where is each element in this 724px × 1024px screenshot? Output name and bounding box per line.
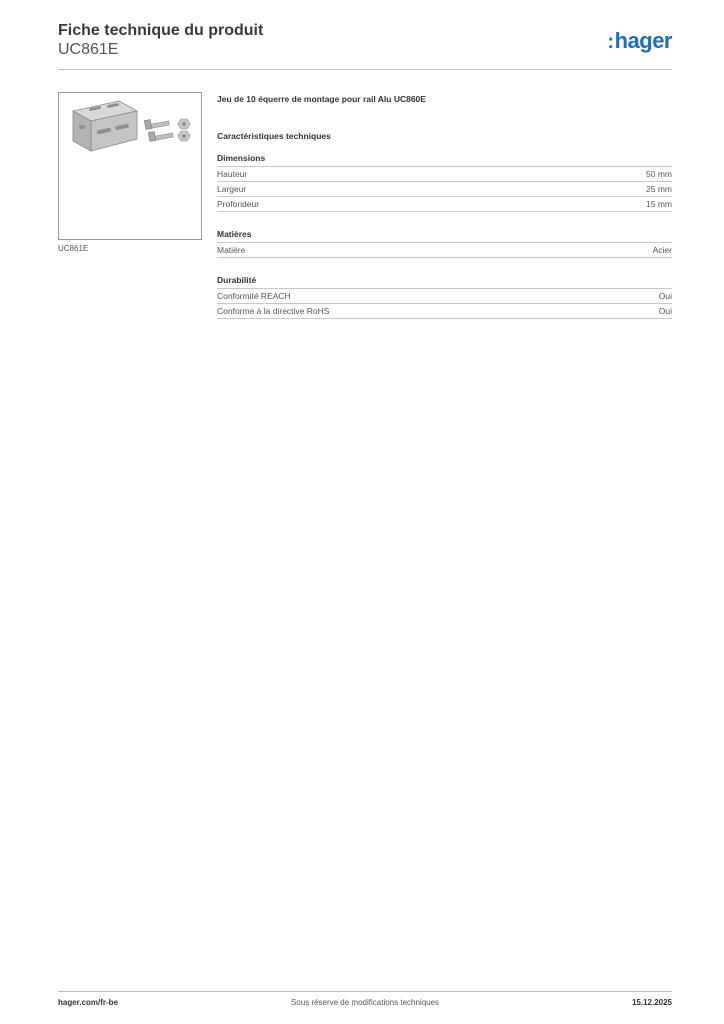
header-divider	[58, 69, 672, 70]
spec-group-title: Matières	[217, 229, 672, 243]
specs-heading: Caractéristiques techniques	[217, 131, 331, 141]
spec-label: Matière	[217, 245, 246, 255]
spec-row	[217, 182, 672, 197]
footer-divider	[58, 991, 672, 992]
footer-date: 15.12.2025	[631, 998, 672, 1007]
spec-group-title: Dimensions	[217, 153, 672, 167]
spec-label: Hauteur	[217, 169, 248, 179]
spec-row	[217, 289, 672, 304]
spec-group-title: Durabilité	[217, 275, 672, 289]
page-header	[58, 22, 672, 59]
bracket-illustration	[59, 93, 201, 239]
spec-value: Acier	[652, 245, 672, 255]
product-image	[58, 92, 202, 240]
spec-value: 25 mm	[646, 184, 672, 194]
hager-logo: :hager	[607, 28, 672, 53]
spec-label: Largeur	[217, 184, 247, 194]
spec-label: Conformité REACH	[217, 291, 291, 301]
spec-label: Profondeur	[217, 199, 260, 209]
logo-text: hager	[614, 28, 672, 53]
spec-value: Oui	[658, 306, 672, 316]
spec-row	[217, 304, 672, 319]
spec-group-materials	[217, 229, 672, 258]
spec-value: Oui	[658, 291, 672, 301]
product-reference: UC861E	[58, 41, 119, 58]
product-description: Jeu de 10 équerre de montage pour rail Alu UC860E	[217, 94, 426, 104]
website-link[interactable]: hager.com/fr-be	[58, 998, 119, 1007]
spec-row	[217, 243, 672, 258]
spec-value: 15 mm	[646, 199, 672, 209]
spec-label: Conforme à la directive RoHS	[217, 306, 330, 316]
page-title: Fiche technique du produit	[58, 22, 264, 39]
spec-row	[217, 167, 672, 182]
product-content	[217, 94, 672, 319]
image-caption: UC861E	[58, 244, 89, 253]
spec-row	[217, 197, 672, 212]
spec-group-dimensions	[217, 153, 672, 212]
spec-group-durability	[217, 275, 672, 319]
spec-value: 50 mm	[646, 169, 672, 179]
footer-notice: Sous réserve de modifications techniques	[290, 998, 440, 1007]
